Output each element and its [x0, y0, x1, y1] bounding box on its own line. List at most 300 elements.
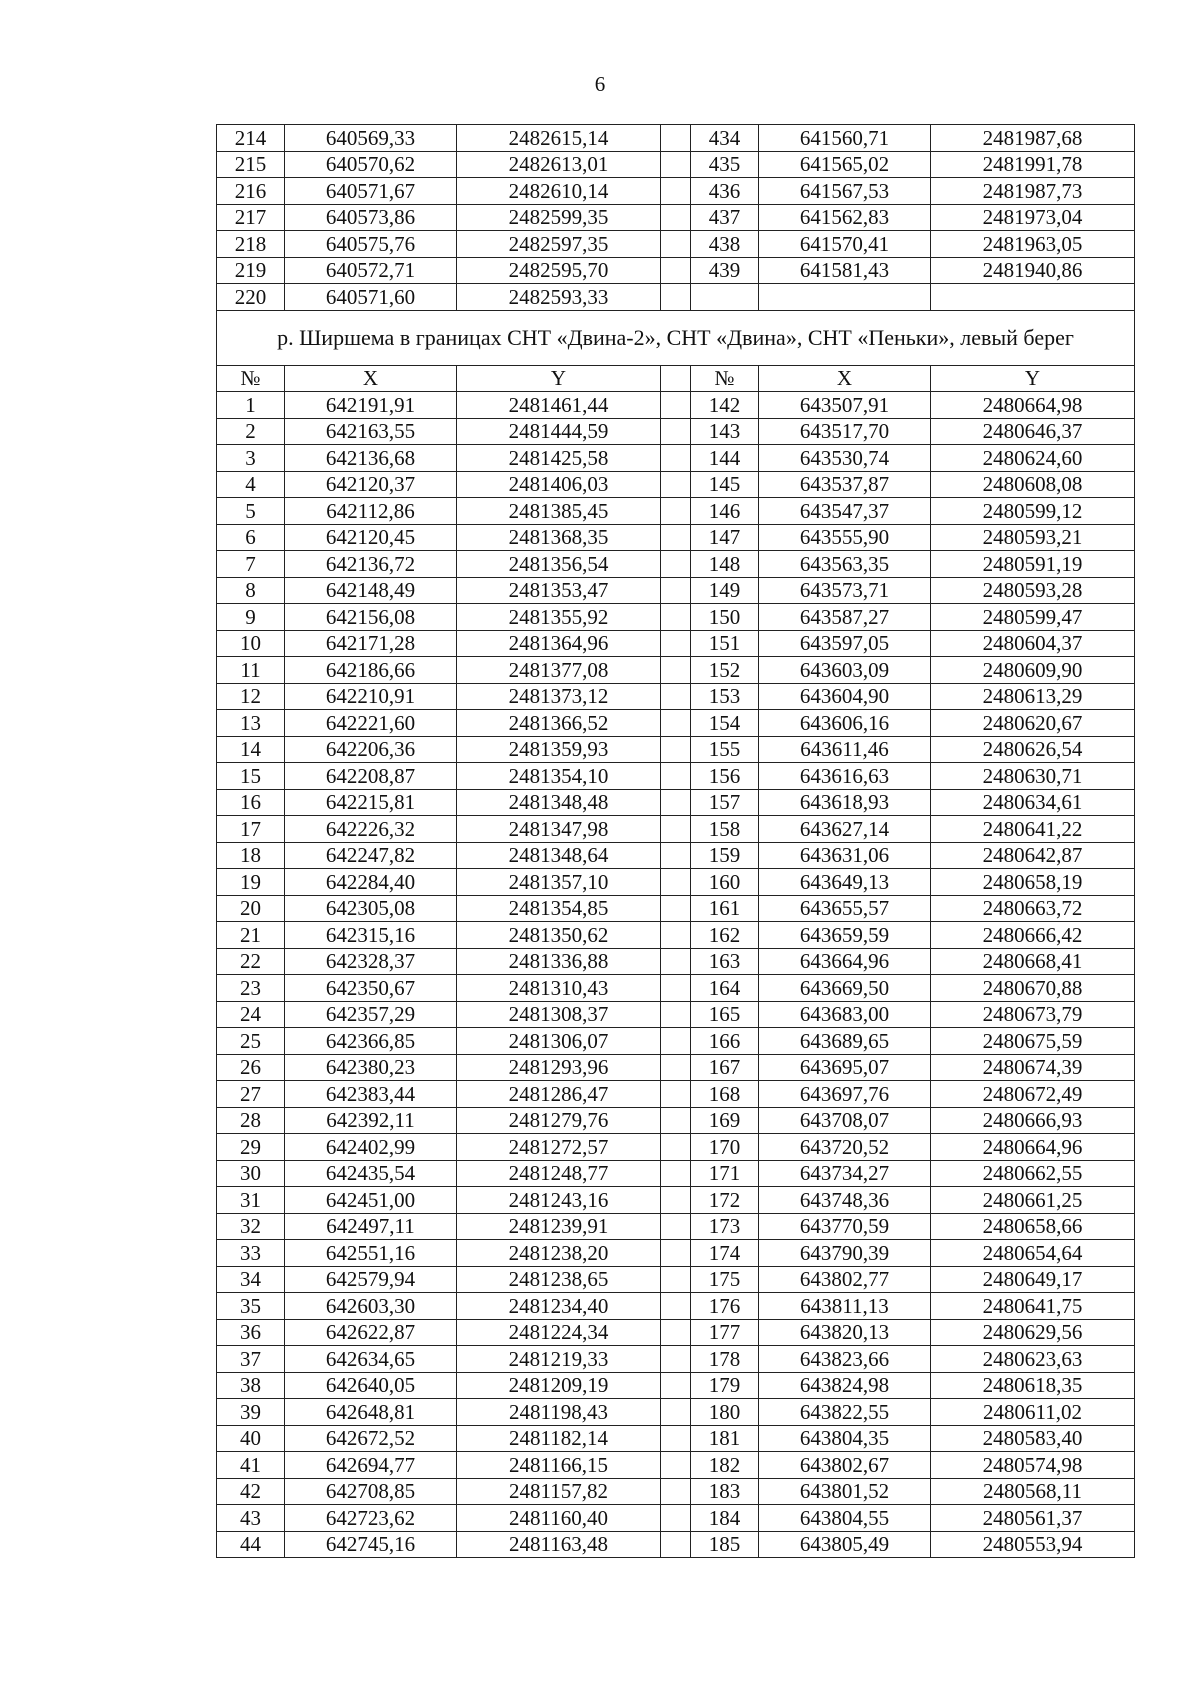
left-x-coordinate: 642208,87: [285, 763, 457, 790]
left-y-coordinate: 2482599,35: [457, 204, 661, 231]
left-y-coordinate: 2481425,58: [457, 445, 661, 472]
left-x-coordinate: 642120,45: [285, 524, 457, 551]
table-row: [217, 1346, 1135, 1373]
left-point-number: 13: [217, 710, 285, 737]
left-point-number: 41: [217, 1452, 285, 1479]
gap-cell: [661, 1081, 691, 1108]
table-row: [217, 1028, 1135, 1055]
left-point-number: 30: [217, 1160, 285, 1187]
left-x-coordinate: 642357,29: [285, 1001, 457, 1028]
table-row: [217, 178, 1135, 205]
gap-cell: [661, 1213, 691, 1240]
table-row: [217, 1319, 1135, 1346]
right-x-coordinate: 643683,00: [759, 1001, 931, 1028]
right-point-number: 439: [691, 257, 759, 284]
right-y-coordinate: 2480618,35: [931, 1372, 1135, 1399]
right-y-coordinate: 2480591,19: [931, 551, 1135, 578]
right-point-number: 149: [691, 577, 759, 604]
left-x-coordinate: 642383,44: [285, 1081, 457, 1108]
right-x-coordinate: 643804,55: [759, 1505, 931, 1532]
column-header-row: [217, 365, 1135, 392]
right-y-coordinate: 2481987,68: [931, 125, 1135, 152]
gap-cell: [661, 551, 691, 578]
left-point-number: 217: [217, 204, 285, 231]
right-y-coordinate: 2480664,98: [931, 392, 1135, 419]
right-y-coordinate: 2480664,96: [931, 1134, 1135, 1161]
left-x-coordinate: 642350,67: [285, 975, 457, 1002]
left-x-coordinate: 642708,85: [285, 1478, 457, 1505]
right-y-coordinate: 2480553,94: [931, 1531, 1135, 1558]
table-row: [217, 1505, 1135, 1532]
left-x-coordinate: 642551,16: [285, 1240, 457, 1267]
gap-cell: [661, 842, 691, 869]
table-row: [217, 257, 1135, 284]
right-x-coordinate: 643748,36: [759, 1187, 931, 1214]
gap-cell: [661, 975, 691, 1002]
left-x-coordinate: 642305,08: [285, 895, 457, 922]
gap-cell: [661, 125, 691, 152]
table-row: [217, 498, 1135, 525]
right-y-coordinate: 2480620,67: [931, 710, 1135, 737]
table-row: [217, 1240, 1135, 1267]
left-point-number: 24: [217, 1001, 285, 1028]
gap-cell: [661, 392, 691, 419]
right-x-coordinate: 643770,59: [759, 1213, 931, 1240]
table-row: [217, 1001, 1135, 1028]
right-point-number: 164: [691, 975, 759, 1002]
right-x-coordinate: 643573,71: [759, 577, 931, 604]
header-x-right: X: [759, 365, 931, 392]
table-row: [217, 1081, 1135, 1108]
main-rows: [217, 392, 1135, 1558]
right-y-coordinate: 2480658,66: [931, 1213, 1135, 1240]
left-x-coordinate: 640575,76: [285, 231, 457, 258]
left-x-coordinate: 642579,94: [285, 1266, 457, 1293]
right-x-coordinate: 643790,39: [759, 1240, 931, 1267]
right-point-number: 175: [691, 1266, 759, 1293]
left-x-coordinate: 642171,28: [285, 630, 457, 657]
right-x-coordinate: 643801,52: [759, 1478, 931, 1505]
right-point-number: 155: [691, 736, 759, 763]
right-point-number: 182: [691, 1452, 759, 1479]
table-row: [217, 683, 1135, 710]
table-row: [217, 975, 1135, 1002]
left-y-coordinate: 2482610,14: [457, 178, 661, 205]
left-y-coordinate: 2481234,40: [457, 1293, 661, 1320]
right-x-coordinate: 643606,16: [759, 710, 931, 737]
right-point-number: 162: [691, 922, 759, 949]
gap-cell: [661, 1452, 691, 1479]
page-number: 6: [594, 72, 606, 96]
left-point-number: 1: [217, 392, 285, 419]
gap-cell: [661, 657, 691, 684]
table-row: [217, 763, 1135, 790]
left-y-coordinate: 2481364,96: [457, 630, 661, 657]
right-point-number: 165: [691, 1001, 759, 1028]
right-y-coordinate: 2481963,05: [931, 231, 1135, 258]
right-y-coordinate: 2480662,55: [931, 1160, 1135, 1187]
gap-cell: [661, 1293, 691, 1320]
left-x-coordinate: 642247,82: [285, 842, 457, 869]
right-x-coordinate: 643631,06: [759, 842, 931, 869]
table-row: [217, 1531, 1135, 1558]
right-point-number: 151: [691, 630, 759, 657]
left-x-coordinate: 640571,67: [285, 178, 457, 205]
left-point-number: 39: [217, 1399, 285, 1426]
right-x-coordinate: 643804,35: [759, 1425, 931, 1452]
header-gap: [661, 365, 691, 392]
gap-cell: [661, 710, 691, 737]
table-row: [217, 789, 1135, 816]
left-y-coordinate: 2481243,16: [457, 1187, 661, 1214]
right-x-coordinate: 643537,87: [759, 471, 931, 498]
right-point-number: 174: [691, 1240, 759, 1267]
right-x-coordinate: 643659,59: [759, 922, 931, 949]
left-point-number: 18: [217, 842, 285, 869]
left-x-coordinate: 642634,65: [285, 1346, 457, 1373]
left-point-number: 25: [217, 1028, 285, 1055]
left-x-coordinate: 640573,86: [285, 204, 457, 231]
right-x-coordinate: 643517,70: [759, 418, 931, 445]
section-title-row: [217, 310, 1135, 365]
right-y-coordinate: 2480674,39: [931, 1054, 1135, 1081]
gap-cell: [661, 948, 691, 975]
left-x-coordinate: 642112,86: [285, 498, 457, 525]
right-point-number: 154: [691, 710, 759, 737]
left-y-coordinate: 2481356,54: [457, 551, 661, 578]
right-y-coordinate: 2480654,64: [931, 1240, 1135, 1267]
right-y-coordinate: 2480661,25: [931, 1187, 1135, 1214]
right-x-coordinate: 643555,90: [759, 524, 931, 551]
right-y-coordinate: 2480599,47: [931, 604, 1135, 631]
left-point-number: 22: [217, 948, 285, 975]
right-y-coordinate: 2480668,41: [931, 948, 1135, 975]
right-point-number: 173: [691, 1213, 759, 1240]
left-point-number: 15: [217, 763, 285, 790]
left-y-coordinate: 2481306,07: [457, 1028, 661, 1055]
left-point-number: 8: [217, 577, 285, 604]
left-y-coordinate: 2481308,37: [457, 1001, 661, 1028]
right-point-number: 170: [691, 1134, 759, 1161]
right-y-coordinate: 2480634,61: [931, 789, 1135, 816]
left-y-coordinate: 2481350,62: [457, 922, 661, 949]
table-row: [217, 1160, 1135, 1187]
gap-cell: [661, 284, 691, 311]
right-x-coordinate: 643649,13: [759, 869, 931, 896]
right-y-coordinate: 2480670,88: [931, 975, 1135, 1002]
left-x-coordinate: 640571,60: [285, 284, 457, 311]
left-x-coordinate: 642315,16: [285, 922, 457, 949]
left-x-coordinate: 642226,32: [285, 816, 457, 843]
left-y-coordinate: 2481373,12: [457, 683, 661, 710]
left-point-number: 23: [217, 975, 285, 1002]
left-x-coordinate: 642672,52: [285, 1425, 457, 1452]
left-y-coordinate: 2481347,98: [457, 816, 661, 843]
table-row: [217, 1425, 1135, 1452]
right-point-number: 145: [691, 471, 759, 498]
right-x-coordinate: 643547,37: [759, 498, 931, 525]
left-point-number: 33: [217, 1240, 285, 1267]
gap-cell: [661, 418, 691, 445]
left-y-coordinate: 2481198,43: [457, 1399, 661, 1426]
left-y-coordinate: 2482613,01: [457, 151, 661, 178]
right-y-coordinate: [931, 284, 1135, 311]
left-x-coordinate: 642136,68: [285, 445, 457, 472]
left-x-coordinate: 642210,91: [285, 683, 457, 710]
left-x-coordinate: 642694,77: [285, 1452, 457, 1479]
right-x-coordinate: 641570,41: [759, 231, 931, 258]
table-row: [217, 1134, 1135, 1161]
right-y-coordinate: 2480593,28: [931, 577, 1135, 604]
right-y-coordinate: 2480629,56: [931, 1319, 1135, 1346]
left-x-coordinate: 640570,62: [285, 151, 457, 178]
gap-cell: [661, 1399, 691, 1426]
left-y-coordinate: 2481377,08: [457, 657, 661, 684]
left-x-coordinate: 642163,55: [285, 418, 457, 445]
table-row: [217, 604, 1135, 631]
left-point-number: 44: [217, 1531, 285, 1558]
left-point-number: 14: [217, 736, 285, 763]
gap-cell: [661, 1478, 691, 1505]
left-point-number: 32: [217, 1213, 285, 1240]
right-x-coordinate: 643689,65: [759, 1028, 931, 1055]
left-y-coordinate: 2482593,33: [457, 284, 661, 311]
gap-cell: [661, 869, 691, 896]
right-y-coordinate: 2480568,11: [931, 1478, 1135, 1505]
right-x-coordinate: 643587,27: [759, 604, 931, 631]
left-point-number: 12: [217, 683, 285, 710]
left-y-coordinate: 2482595,70: [457, 257, 661, 284]
gap-cell: [661, 1240, 691, 1267]
right-point-number: 171: [691, 1160, 759, 1187]
left-point-number: 35: [217, 1293, 285, 1320]
left-point-number: 219: [217, 257, 285, 284]
gap-cell: [661, 1346, 691, 1373]
right-y-coordinate: 2480641,22: [931, 816, 1135, 843]
left-x-coordinate: 642186,66: [285, 657, 457, 684]
header-number-right: №: [691, 365, 759, 392]
right-point-number: 147: [691, 524, 759, 551]
gap-cell: [661, 816, 691, 843]
right-y-coordinate: 2480630,71: [931, 763, 1135, 790]
gap-cell: [661, 1319, 691, 1346]
gap-cell: [661, 204, 691, 231]
left-point-number: 216: [217, 178, 285, 205]
gap-cell: [661, 683, 691, 710]
gap-cell: [661, 577, 691, 604]
right-y-coordinate: 2480613,29: [931, 683, 1135, 710]
left-x-coordinate: 642745,16: [285, 1531, 457, 1558]
right-x-coordinate: 641581,43: [759, 257, 931, 284]
left-x-coordinate: 640569,33: [285, 125, 457, 152]
table-row: [217, 710, 1135, 737]
right-x-coordinate: 643530,74: [759, 445, 931, 472]
right-y-coordinate: 2480561,37: [931, 1505, 1135, 1532]
left-point-number: 16: [217, 789, 285, 816]
right-point-number: [691, 284, 759, 311]
left-x-coordinate: 642191,91: [285, 392, 457, 419]
table-row: [217, 922, 1135, 949]
left-point-number: 27: [217, 1081, 285, 1108]
right-y-coordinate: 2480666,93: [931, 1107, 1135, 1134]
right-point-number: 152: [691, 657, 759, 684]
right-point-number: 181: [691, 1425, 759, 1452]
left-y-coordinate: 2481354,10: [457, 763, 661, 790]
right-point-number: 179: [691, 1372, 759, 1399]
table-row: [217, 657, 1135, 684]
gap-cell: [661, 1372, 691, 1399]
gap-cell: [661, 257, 691, 284]
right-x-coordinate: 643720,52: [759, 1134, 931, 1161]
header-x-left: X: [285, 365, 457, 392]
left-x-coordinate: 642402,99: [285, 1134, 457, 1161]
table-row: [217, 1293, 1135, 1320]
left-y-coordinate: 2482615,14: [457, 125, 661, 152]
left-x-coordinate: 642640,05: [285, 1372, 457, 1399]
right-x-coordinate: 643664,96: [759, 948, 931, 975]
left-y-coordinate: 2481461,44: [457, 392, 661, 419]
left-x-coordinate: 642148,49: [285, 577, 457, 604]
right-x-coordinate: 643604,90: [759, 683, 931, 710]
right-y-coordinate: 2480593,21: [931, 524, 1135, 551]
left-y-coordinate: 2481353,47: [457, 577, 661, 604]
left-point-number: 218: [217, 231, 285, 258]
right-y-coordinate: 2480646,37: [931, 418, 1135, 445]
right-x-coordinate: 643627,14: [759, 816, 931, 843]
left-y-coordinate: 2481357,10: [457, 869, 661, 896]
right-point-number: 436: [691, 178, 759, 205]
left-x-coordinate: 642603,30: [285, 1293, 457, 1320]
right-x-coordinate: 643697,76: [759, 1081, 931, 1108]
gap-cell: [661, 604, 691, 631]
left-y-coordinate: 2481348,48: [457, 789, 661, 816]
left-point-number: 4: [217, 471, 285, 498]
table-row: [217, 842, 1135, 869]
right-point-number: 184: [691, 1505, 759, 1532]
gap-cell: [661, 1107, 691, 1134]
right-point-number: 153: [691, 683, 759, 710]
left-y-coordinate: 2481444,59: [457, 418, 661, 445]
left-point-number: 36: [217, 1319, 285, 1346]
left-x-coordinate: 642221,60: [285, 710, 457, 737]
right-point-number: 157: [691, 789, 759, 816]
left-point-number: 26: [217, 1054, 285, 1081]
left-y-coordinate: 2481182,14: [457, 1425, 661, 1452]
table-row: [217, 736, 1135, 763]
left-point-number: 10: [217, 630, 285, 657]
table-row: [217, 1187, 1135, 1214]
right-point-number: 146: [691, 498, 759, 525]
table-row: [217, 125, 1135, 152]
right-point-number: 163: [691, 948, 759, 975]
left-y-coordinate: 2481279,76: [457, 1107, 661, 1134]
right-x-coordinate: 641567,53: [759, 178, 931, 205]
table-row: [217, 418, 1135, 445]
right-x-coordinate: [759, 284, 931, 311]
section-header: [217, 310, 1135, 392]
table-row: [217, 1399, 1135, 1426]
coordinates-table: [216, 124, 1135, 1558]
left-x-coordinate: 642380,23: [285, 1054, 457, 1081]
left-x-coordinate: 642284,40: [285, 869, 457, 896]
right-y-coordinate: 2480666,42: [931, 922, 1135, 949]
gap-cell: [661, 1187, 691, 1214]
table-row: [217, 551, 1135, 578]
left-point-number: 40: [217, 1425, 285, 1452]
left-point-number: 3: [217, 445, 285, 472]
left-point-number: 43: [217, 1505, 285, 1532]
right-y-coordinate: 2480641,75: [931, 1293, 1135, 1320]
table-row: [217, 630, 1135, 657]
left-y-coordinate: 2481368,35: [457, 524, 661, 551]
gap-cell: [661, 471, 691, 498]
left-y-coordinate: 2481209,19: [457, 1372, 661, 1399]
gap-cell: [661, 1531, 691, 1558]
right-y-coordinate: 2480672,49: [931, 1081, 1135, 1108]
right-x-coordinate: 643597,05: [759, 630, 931, 657]
left-y-coordinate: 2481160,40: [457, 1505, 661, 1532]
right-y-coordinate: 2480611,02: [931, 1399, 1135, 1426]
right-x-coordinate: 643669,50: [759, 975, 931, 1002]
right-x-coordinate: 643802,77: [759, 1266, 931, 1293]
left-y-coordinate: 2481310,43: [457, 975, 661, 1002]
right-y-coordinate: 2480583,40: [931, 1425, 1135, 1452]
right-y-coordinate: 2481991,78: [931, 151, 1135, 178]
table-row: [217, 816, 1135, 843]
left-x-coordinate: 642435,54: [285, 1160, 457, 1187]
left-y-coordinate: 2481157,82: [457, 1478, 661, 1505]
left-x-coordinate: 640572,71: [285, 257, 457, 284]
left-y-coordinate: 2481163,48: [457, 1531, 661, 1558]
right-point-number: 144: [691, 445, 759, 472]
gap-cell: [661, 1425, 691, 1452]
right-y-coordinate: 2480604,37: [931, 630, 1135, 657]
left-point-number: 11: [217, 657, 285, 684]
header-y-right: Y: [931, 365, 1135, 392]
left-y-coordinate: 2481166,15: [457, 1452, 661, 1479]
left-y-coordinate: 2481359,93: [457, 736, 661, 763]
table-row: [217, 948, 1135, 975]
right-x-coordinate: 641562,83: [759, 204, 931, 231]
table-row: [217, 392, 1135, 419]
right-y-coordinate: 2481973,04: [931, 204, 1135, 231]
left-x-coordinate: 642156,08: [285, 604, 457, 631]
right-point-number: 159: [691, 842, 759, 869]
right-point-number: 143: [691, 418, 759, 445]
table-row: [217, 524, 1135, 551]
right-point-number: 183: [691, 1478, 759, 1505]
header-number-left: №: [217, 365, 285, 392]
right-y-coordinate: 2480663,72: [931, 895, 1135, 922]
right-point-number: 160: [691, 869, 759, 896]
right-point-number: 150: [691, 604, 759, 631]
left-x-coordinate: 642497,11: [285, 1213, 457, 1240]
right-point-number: 148: [691, 551, 759, 578]
gap-cell: [661, 1054, 691, 1081]
right-point-number: 178: [691, 1346, 759, 1373]
left-x-coordinate: 642723,62: [285, 1505, 457, 1532]
right-point-number: 167: [691, 1054, 759, 1081]
left-y-coordinate: 2481355,92: [457, 604, 661, 631]
left-y-coordinate: 2481219,33: [457, 1346, 661, 1373]
right-x-coordinate: 643811,13: [759, 1293, 931, 1320]
left-x-coordinate: 642366,85: [285, 1028, 457, 1055]
gap-cell: [661, 1160, 691, 1187]
right-point-number: 435: [691, 151, 759, 178]
right-x-coordinate: 641565,02: [759, 151, 931, 178]
table-row: [217, 1213, 1135, 1240]
left-point-number: 31: [217, 1187, 285, 1214]
